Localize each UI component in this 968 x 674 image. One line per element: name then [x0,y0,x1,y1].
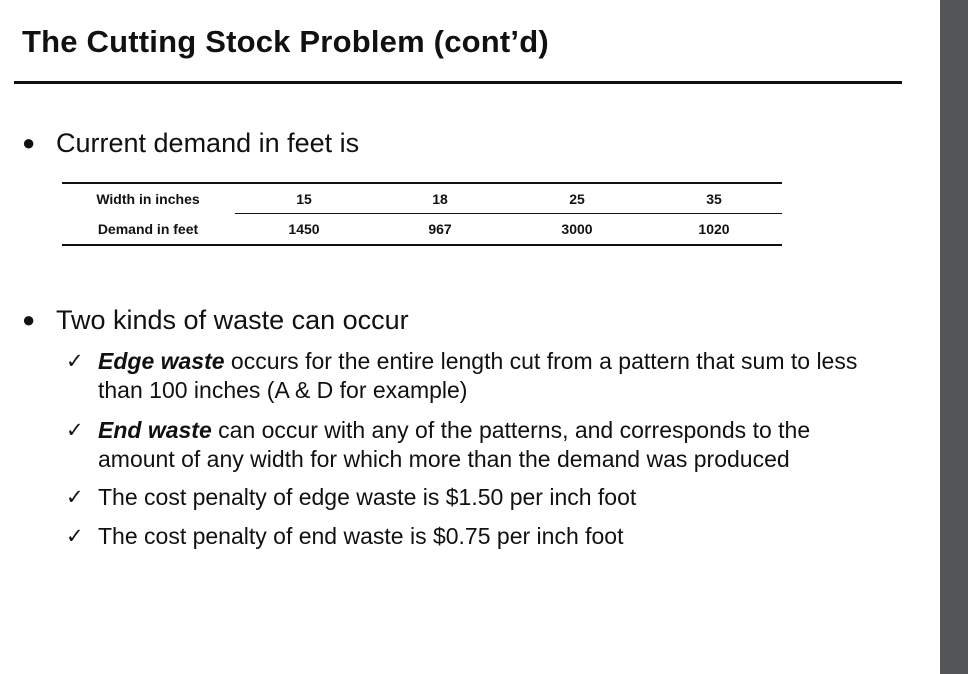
subitem-body [98,347,888,405]
demand-cell: 3000 [561,221,593,237]
demand-cell: 1020 [698,221,730,237]
width-cell: 18 [432,191,448,207]
subitem-body [98,522,888,551]
slide-title: The Cutting Stock Problem (cont’d) [22,24,549,59]
subitem-text: The cost penalty of edge waste is $1.50 per inch foot [98,484,637,510]
subitem-emphasis: Edge waste [98,348,225,374]
subitem-text: The cost penalty of end waste is $0.75 per inch foot [98,523,624,549]
bullet-dot-icon: ● [22,307,36,332]
width-cell: 25 [569,191,585,207]
table-row-widths [62,184,782,214]
checkmark-icon: ✓ [66,524,84,548]
row-label-demand: Demand in feet [97,221,199,237]
title-divider [14,81,902,84]
checkmark-icon: ✓ [66,349,84,373]
bullet-dot-icon: ● [22,130,36,155]
demand-cell: 967 [428,221,452,237]
subitem-text: can occur with any of the patterns, and corresponds to the amount of any width for which more than the demand was produced [98,417,811,472]
subitem-body [98,416,888,474]
row-label-width: Width in inches [96,191,200,207]
demand-cell: 1450 [288,221,320,237]
demand-table [62,182,782,246]
width-cell: 35 [706,191,722,207]
viewer-scrollbar[interactable] [940,0,968,674]
width-cell: 15 [296,191,312,207]
subitem-emphasis: End waste [98,417,212,443]
bullet-text: Two kinds of waste can occur [56,305,409,335]
subitem-text: occurs for the entire length cut from a pattern that sum to less than 100 inches (A & D for example) [98,348,858,403]
table-row-demands [62,214,782,244]
subitem-body [98,483,888,512]
checkmark-icon: ✓ [66,485,84,509]
bullet-text: Current demand in feet is [56,128,360,158]
checkmark-icon: ✓ [66,418,84,442]
